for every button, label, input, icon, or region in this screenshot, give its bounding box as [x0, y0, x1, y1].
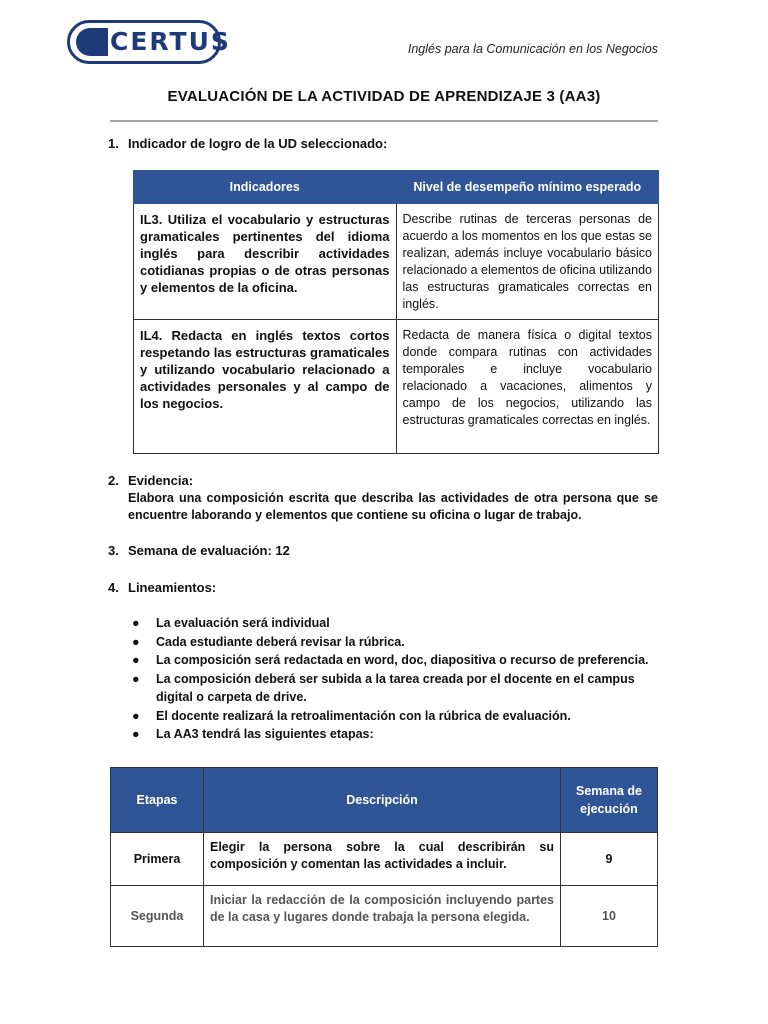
table-row: [134, 204, 659, 320]
evidence-text: Elabora una composición escrita que describa las actividades de otra persona que se encuentre laborando y elementos que contiene su oficina o lugar de trabajo.: [128, 491, 658, 522]
description-cell: Iniciar la redacción de la composición incluyendo partes de la casa y lugares donde trabaja la persona elegida.: [204, 886, 561, 947]
list-item: ● La composición será redactada en word, doc, diapositiva o recurso de preferencia.: [128, 651, 658, 670]
list-item: ● La composición deberá ser subida a la tarea creada por el docente en el campus digital o carpeta de drive.: [132, 671, 635, 704]
stage-cell: Segunda: [111, 886, 204, 947]
table-row: [111, 833, 658, 886]
week-cell: 10: [561, 886, 658, 947]
indicator-cell: IL4. Redacta en inglés textos cortos respetando las estructuras gramaticales y utilizando vocabulario relacionado a actividades personales y al campo de los negocios.: [134, 320, 397, 454]
description-header: Descripción: [204, 768, 561, 833]
indicators-table: [133, 170, 659, 454]
bullet-icon: ●: [132, 671, 140, 686]
logo-mark: [76, 28, 108, 56]
logo-text: CERTUS: [110, 27, 231, 56]
level-cell: Redacta de manera física o digital textos donde compara rutinas con actividades temporales e incluye vocabulario relacionado a vacaciones, alimentos y campo de los negocios, utilizando las estructuras gramaticales correctas en inglés.: [396, 320, 659, 454]
list-item: ● La AA3 tendrá las siguientes etapas:: [128, 725, 658, 744]
course-name: Inglés para la Comunicación en los Negocios: [407, 42, 658, 56]
section-4-heading: 4. Lineamientos:: [108, 580, 217, 595]
list-item: ● La evaluación será individual: [128, 614, 658, 633]
section-2-heading: 2. Evidencia:: [108, 473, 194, 488]
description-cell: Elegir la persona sobre la cual describirán su composición y comentan las actividades a incluir.: [204, 833, 561, 886]
stage-cell: Primera: [111, 833, 204, 886]
week-header: Semana de ejecución: [561, 768, 658, 833]
week-cell: 9: [561, 833, 658, 886]
list-item: ● El docente realizará la retroalimentación con la rúbrica de evaluación.: [128, 707, 658, 726]
stages-header: Etapas: [111, 768, 204, 833]
list-item: ● Cada estudiante deberá revisar la rúbrica.: [128, 633, 658, 652]
indicator-cell: IL3. Utiliza el vocabulario y estructuras gramaticales pertinentes del idioma inglés para describir actividades cotidianas propias o de otras personas y elementos de la oficina.: [134, 204, 397, 320]
section-3-heading: 3. Semana de evaluación: 12: [108, 543, 290, 558]
table-row: [134, 320, 659, 454]
title-divider: [110, 120, 658, 122]
indicators-header: Indicadores: [134, 171, 397, 204]
section-1-heading: 1. Indicador de logro de la UD seleccionado:: [108, 136, 388, 151]
level-cell: Describe rutinas de terceras personas de acuerdo a los momentos en los que estas se realizan, además incluye vocabulario básico relacionado a elementos de oficina utilizando las estructuras gramaticales correctas en inglés.: [396, 204, 659, 320]
page-title: EVALUACIÓN DE LA ACTIVIDAD DE APRENDIZAJE 3 (AA3): [167, 88, 601, 105]
stages-table: [110, 767, 658, 947]
level-header: Nivel de desempeño mínimo esperado: [396, 171, 659, 204]
certus-logo: [67, 20, 231, 64]
guidelines-list: [128, 614, 658, 744]
bullet-icon: ●: [132, 708, 140, 723]
bullet-icon: ●: [132, 634, 140, 649]
bullet-icon: ●: [132, 727, 140, 741]
bullet-icon: ●: [132, 653, 140, 667]
table-row: [111, 886, 658, 947]
bullet-icon: ●: [132, 616, 140, 630]
